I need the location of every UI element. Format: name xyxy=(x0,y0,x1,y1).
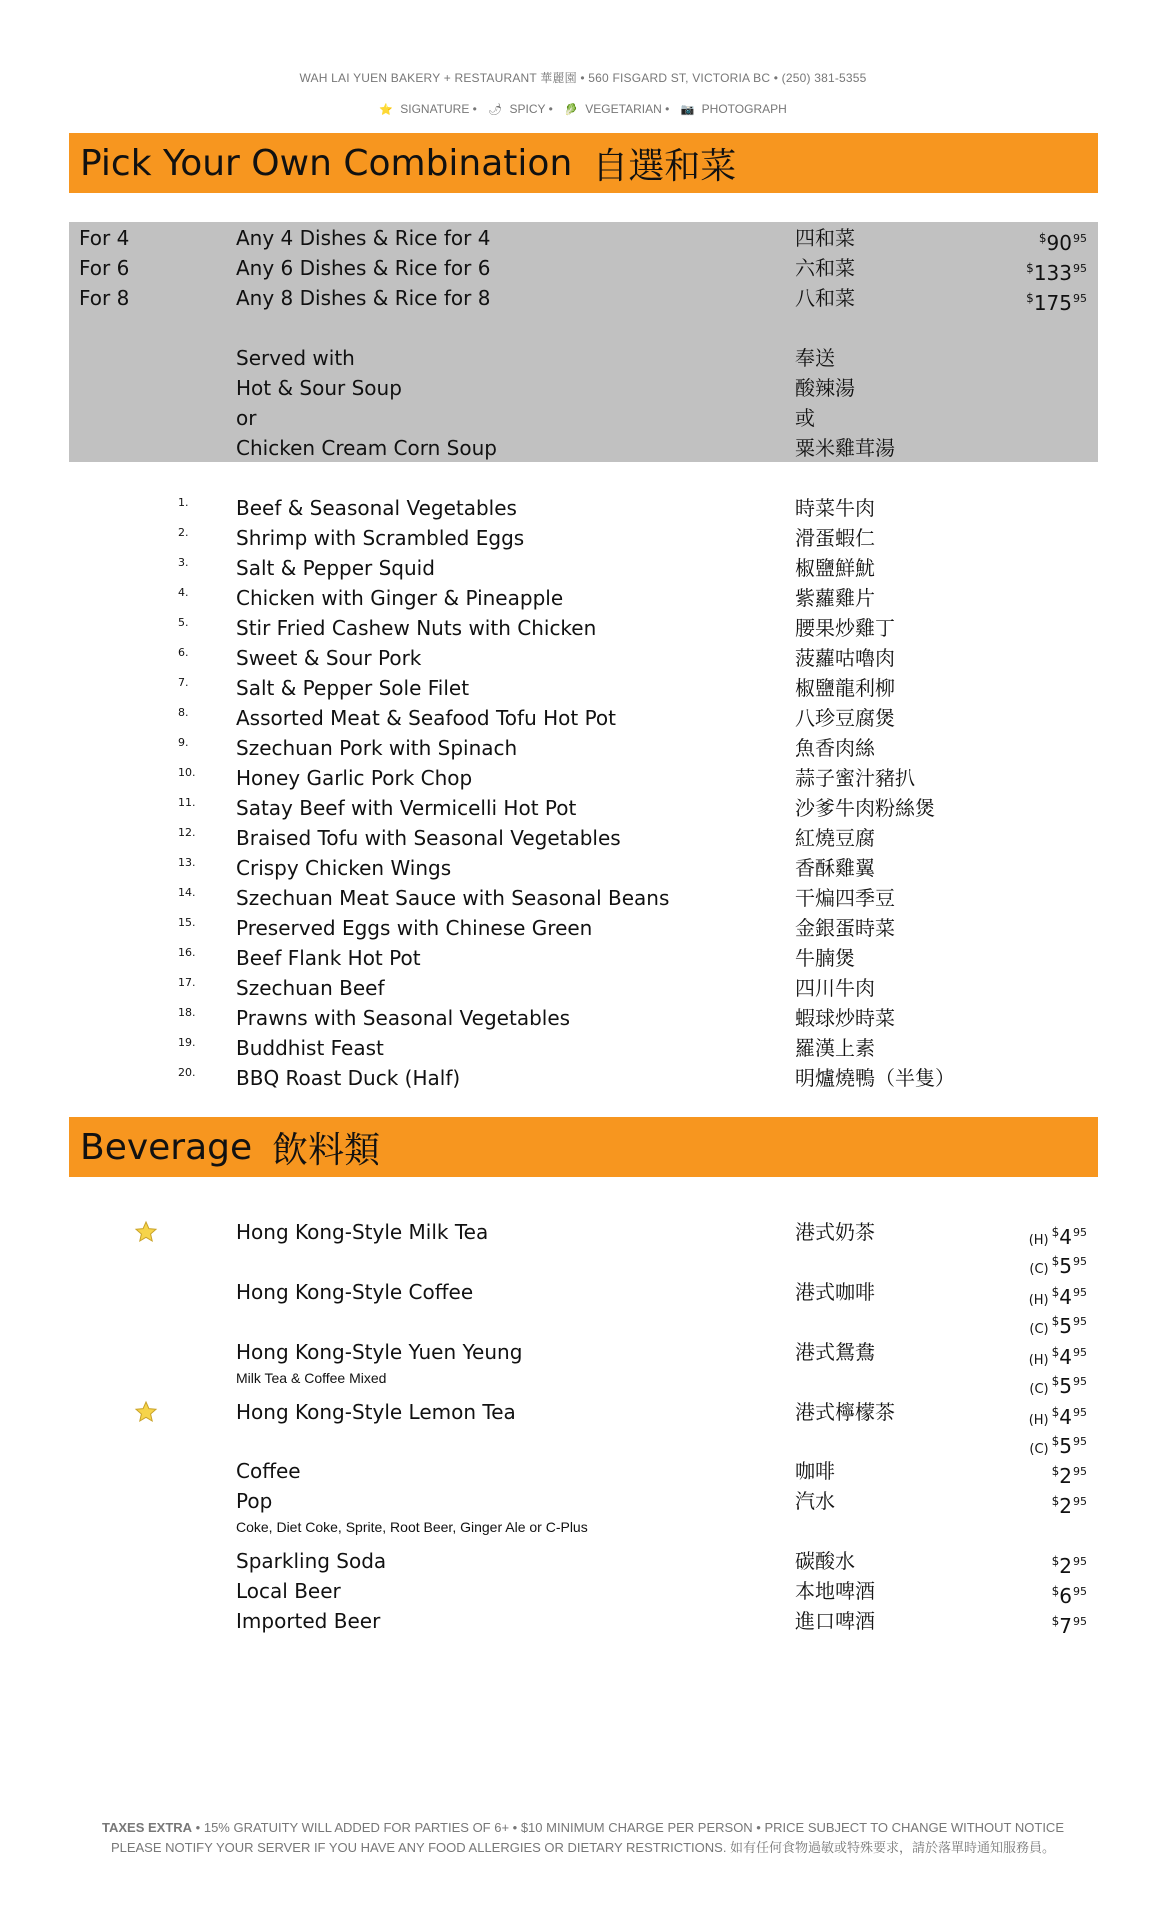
dish-row xyxy=(0,764,1166,792)
dish-row xyxy=(0,1004,1166,1032)
footer-notice-line-1: TAXES EXTRA • 15% GRATUITY WILL ADDED FOR PARTIES OF 6+ • $10 MINIMUM CHARGE PER PERSON • PRICE SUBJECT TO CHANGE WITHOUT NOTICE xyxy=(102,1820,1064,1835)
dish-name-zh: 干煸四季豆 xyxy=(795,886,895,910)
dish-row xyxy=(0,944,1166,972)
price-dollars: 7 xyxy=(1059,1614,1072,1638)
dish-name-zh: 四川牛肉 xyxy=(795,976,875,1000)
served-with-text-zh: 酸辣湯 xyxy=(795,376,855,400)
dish-row xyxy=(0,1064,1166,1092)
currency-symbol: $ xyxy=(1051,1314,1060,1328)
dish-name: Beef & Seasonal Vegetables xyxy=(236,496,517,520)
legend-vegetarian: 🥬 VEGETARIAN • xyxy=(564,102,670,116)
currency-symbol: $ xyxy=(1051,1614,1060,1628)
taxes-extra-label: TAXES EXTRA xyxy=(102,1820,193,1835)
signature-star-icon xyxy=(134,1400,158,1424)
currency-symbol: $ xyxy=(1051,1584,1060,1598)
beverage-row xyxy=(0,1218,1166,1278)
price-size-tag: (C) xyxy=(1029,1322,1049,1337)
beverage-name-zh: 港式鴛鴦 xyxy=(795,1340,875,1364)
served-with-text: Hot & Sour Soup xyxy=(236,376,402,400)
beverage-name: Hong Kong-Style Yuen Yeung xyxy=(236,1340,523,1364)
served-with-row xyxy=(0,404,1166,432)
currency-symbol: $ xyxy=(1051,1494,1060,1508)
served-with-text: Served with xyxy=(236,346,355,370)
price-dollars: 90 xyxy=(1046,231,1072,255)
price-cents: 95 xyxy=(1073,1406,1087,1419)
dish-number: 8. xyxy=(178,706,189,719)
combo-option-row xyxy=(0,254,1166,285)
dish-name: Honey Garlic Pork Chop xyxy=(236,766,473,790)
currency-symbol: $ xyxy=(1051,1464,1060,1478)
beverage-price xyxy=(1052,1487,1088,1520)
price-cents: 95 xyxy=(1073,1555,1087,1568)
price-dollars: 4 xyxy=(1059,1405,1072,1429)
dish-number: 16. xyxy=(178,946,196,959)
beverage-name-zh: 港式奶茶 xyxy=(795,1220,875,1244)
dish-name: Prawns with Seasonal Vegetables xyxy=(236,1006,571,1030)
dish-row xyxy=(0,794,1166,822)
dish-row xyxy=(0,584,1166,612)
dish-number: 17. xyxy=(178,976,196,989)
price-cents: 95 xyxy=(1073,1435,1087,1448)
dish-name-zh: 沙爹牛肉粉絲煲 xyxy=(795,796,935,820)
dish-name-zh: 羅漢上素 xyxy=(795,1036,875,1060)
price-dollars: 4 xyxy=(1059,1345,1072,1369)
dish-number: 20. xyxy=(178,1066,196,1079)
price-dollars: 5 xyxy=(1059,1314,1072,1338)
beverage-name-zh: 港式咖啡 xyxy=(795,1280,875,1304)
combo-price xyxy=(1039,224,1088,257)
beverage-name-zh: 本地啤酒 xyxy=(795,1579,875,1603)
price-dollars: 4 xyxy=(1059,1285,1072,1309)
served-with-row xyxy=(0,344,1166,372)
dish-name-zh: 香酥雞翼 xyxy=(795,856,875,880)
price-dollars: 6 xyxy=(1059,1584,1072,1608)
combo-description-zh: 四和菜 xyxy=(795,226,855,250)
dish-number: 7. xyxy=(178,676,189,689)
legend-signature: ⭐ SIGNATURE • xyxy=(379,102,477,116)
dish-name: BBQ Roast Duck (Half) xyxy=(236,1066,461,1090)
beverage-name: Hong Kong-Style Milk Tea xyxy=(236,1220,489,1244)
dish-name: Stir Fried Cashew Nuts with Chicken xyxy=(236,616,597,640)
dish-name-zh: 牛腩煲 xyxy=(795,946,855,970)
served-with-row xyxy=(0,434,1166,462)
price-size-tag: (C) xyxy=(1029,1262,1049,1277)
dish-number: 2. xyxy=(178,526,189,539)
served-with-row xyxy=(0,374,1166,402)
currency-symbol: $ xyxy=(1051,1254,1060,1268)
dish-name: Szechuan Meat Sauce with Seasonal Beans xyxy=(236,886,670,910)
price-cents: 95 xyxy=(1073,1315,1087,1328)
served-with-text-zh: 粟米雞茸湯 xyxy=(795,436,895,460)
combo-section-banner xyxy=(69,133,1098,193)
dish-name: Preserved Eggs with Chinese Green xyxy=(236,916,593,940)
dish-name: Braised Tofu with Seasonal Vegetables xyxy=(236,826,621,850)
combo-party-size: For 6 xyxy=(79,256,130,280)
dish-row xyxy=(0,914,1166,942)
dish-name-zh: 時菜牛肉 xyxy=(795,496,875,520)
dish-number: 5. xyxy=(178,616,189,629)
price-cents: 95 xyxy=(1073,1465,1087,1478)
dish-name-zh: 蒜子蜜汁豬扒 xyxy=(795,766,915,790)
combo-party-size: For 8 xyxy=(79,286,130,310)
beverage-section-banner xyxy=(69,1117,1098,1177)
dish-number: 6. xyxy=(178,646,189,659)
combo-price xyxy=(1026,284,1088,317)
beverage-name: Hong Kong-Style Lemon Tea xyxy=(236,1400,516,1424)
combo-option-row xyxy=(0,284,1166,315)
beverage-name: Pop xyxy=(236,1489,273,1513)
beverage-price xyxy=(1052,1607,1088,1640)
price-cents: 95 xyxy=(1073,1375,1087,1388)
beverage-name: Hong Kong-Style Coffee xyxy=(236,1280,474,1304)
beverage-name-zh: 碳酸水 xyxy=(795,1549,855,1573)
price-dollars: 2 xyxy=(1059,1464,1072,1488)
dish-number: 12. xyxy=(178,826,196,839)
beverage-price xyxy=(1052,1577,1088,1610)
dish-row xyxy=(0,524,1166,552)
currency-symbol: $ xyxy=(1026,261,1034,275)
beverage-name-zh: 港式檸檬茶 xyxy=(795,1400,895,1424)
dish-row xyxy=(0,884,1166,912)
dish-name: Buddhist Feast xyxy=(236,1036,384,1060)
legend-line xyxy=(0,102,1166,116)
served-with-text-zh: 或 xyxy=(795,406,815,430)
dish-name-zh: 八珍豆腐煲 xyxy=(795,706,895,730)
dish-number: 9. xyxy=(178,736,189,749)
dish-number: 13. xyxy=(178,856,196,869)
beverage-row xyxy=(0,1278,1166,1338)
price-cents: 95 xyxy=(1073,1495,1087,1508)
beverage-price xyxy=(1052,1547,1088,1580)
combo-party-size: For 4 xyxy=(79,226,130,250)
dish-row xyxy=(0,494,1166,522)
dish-name-zh: 腰果炒雞丁 xyxy=(795,616,895,640)
beverage-section-title-zh: 飲料類 xyxy=(272,1129,381,1171)
currency-symbol: $ xyxy=(1051,1434,1060,1448)
price-size-tag: (H) xyxy=(1028,1353,1049,1368)
dish-name: Crispy Chicken Wings xyxy=(236,856,452,880)
dish-row xyxy=(0,644,1166,672)
dish-row xyxy=(0,1034,1166,1062)
price-size-tag: (H) xyxy=(1028,1293,1049,1308)
beverage-name: Sparkling Soda xyxy=(236,1549,387,1573)
dish-name: Salt & Pepper Squid xyxy=(236,556,435,580)
currency-symbol: $ xyxy=(1051,1374,1060,1388)
price-dollars: 133 xyxy=(1033,261,1072,285)
price-size-tag: (H) xyxy=(1028,1233,1049,1248)
dish-name-zh: 椒鹽龍利柳 xyxy=(795,676,895,700)
beverage-row xyxy=(0,1577,1166,1608)
price-cents: 95 xyxy=(1073,232,1087,245)
dish-name: Salt & Pepper Sole Filet xyxy=(236,676,470,700)
beverage-price xyxy=(1052,1457,1088,1490)
camera-icon: 📷 xyxy=(680,104,695,116)
legend-photograph: 📷 PHOTOGRAPH xyxy=(680,102,787,116)
dish-name-zh: 菠蘿咕嚕肉 xyxy=(795,646,895,670)
currency-symbol: $ xyxy=(1051,1285,1060,1299)
dish-name-zh: 明爐燒鴨（半隻） xyxy=(795,1066,955,1090)
dish-number: 15. xyxy=(178,916,196,929)
price-cents: 95 xyxy=(1073,1346,1087,1359)
dish-name-zh: 蝦球炒時菜 xyxy=(795,1006,895,1030)
dish-name-zh: 紫蘿雞片 xyxy=(795,586,875,610)
dish-row xyxy=(0,854,1166,882)
served-with-text-zh: 奉送 xyxy=(795,346,835,370)
restaurant-contact-line: WAH LAI YUEN BAKERY + RESTAURANT 華麗園 • 560 FISGARD ST, VICTORIA BC • (250) 381-5355 xyxy=(299,71,867,85)
dish-number: 19. xyxy=(178,1036,196,1049)
dish-name: Shrimp with Scrambled Eggs xyxy=(236,526,525,550)
dish-name: Beef Flank Hot Pot xyxy=(236,946,421,970)
combo-description: Any 8 Dishes & Rice for 8 xyxy=(236,286,491,310)
dish-number: 18. xyxy=(178,1006,196,1019)
price-dollars: 5 xyxy=(1059,1434,1072,1458)
chili-icon: 🌶 xyxy=(488,104,503,116)
price-dollars: 4 xyxy=(1059,1225,1072,1249)
beverage-section-title: Beverage xyxy=(80,1126,253,1168)
currency-symbol: $ xyxy=(1051,1345,1060,1359)
price-dollars: 2 xyxy=(1059,1494,1072,1518)
dish-name-zh: 金銀蛋時菜 xyxy=(795,916,895,940)
price-cents: 95 xyxy=(1073,262,1087,275)
beverage-name-zh: 進口啤酒 xyxy=(795,1609,875,1633)
dish-number: 4. xyxy=(178,586,189,599)
price-dollars: 2 xyxy=(1059,1554,1072,1578)
star-icon: ⭐ xyxy=(379,104,393,116)
combo-price xyxy=(1026,254,1088,287)
combo-section-title: Pick Your Own Combination xyxy=(80,142,573,184)
dish-name: Sweet & Sour Pork xyxy=(236,646,422,670)
price-cents: 95 xyxy=(1073,1255,1087,1268)
currency-symbol: $ xyxy=(1051,1225,1060,1239)
price-cents: 95 xyxy=(1073,292,1087,305)
beverage-row xyxy=(0,1607,1166,1638)
price-cents: 95 xyxy=(1073,1286,1087,1299)
dish-row xyxy=(0,734,1166,762)
price-size-tag: (H) xyxy=(1028,1413,1049,1428)
dish-name: Chicken with Ginger & Pineapple xyxy=(236,586,564,610)
signature-star-icon xyxy=(134,1220,158,1244)
currency-symbol: $ xyxy=(1051,1554,1060,1568)
beverage-row xyxy=(0,1547,1166,1578)
price-cents: 95 xyxy=(1073,1585,1087,1598)
legend-spicy: 🌶 SPICY • xyxy=(488,102,553,116)
combo-description: Any 4 Dishes & Rice for 4 xyxy=(236,226,491,250)
beverage-name-zh: 咖啡 xyxy=(795,1459,835,1483)
beverage-name: Imported Beer xyxy=(236,1609,381,1633)
currency-symbol: $ xyxy=(1038,231,1047,245)
beverage-note: Coke, Diet Coke, Sprite, Root Beer, Ginger Ale or C-Plus xyxy=(236,1519,588,1535)
beverage-name-zh: 汽水 xyxy=(795,1489,835,1513)
dish-row xyxy=(0,974,1166,1002)
dish-row xyxy=(0,674,1166,702)
beverage-row xyxy=(0,1457,1166,1488)
dish-name: Szechuan Beef xyxy=(236,976,385,1000)
dish-name-zh: 魚香肉絲 xyxy=(795,736,875,760)
combo-option-row xyxy=(0,224,1166,255)
price-dollars: 5 xyxy=(1059,1254,1072,1278)
dish-name-zh: 滑蛋蝦仁 xyxy=(795,526,875,550)
beverage-note: Milk Tea & Coffee Mixed xyxy=(236,1370,387,1386)
dish-name-zh: 紅燒豆腐 xyxy=(795,826,875,850)
dish-name: Assorted Meat & Seafood Tofu Hot Pot xyxy=(236,706,616,730)
price-cents: 95 xyxy=(1073,1615,1087,1628)
dish-number: 14. xyxy=(178,886,196,899)
price-dollars: 175 xyxy=(1033,291,1072,315)
combo-section-title-zh: 自選和菜 xyxy=(592,145,737,187)
currency-symbol: $ xyxy=(1051,1405,1060,1419)
dish-number: 10. xyxy=(178,766,196,779)
beverage-row xyxy=(0,1398,1166,1458)
dish-number: 11. xyxy=(178,796,196,809)
footer-notice-line-2: PLEASE NOTIFY YOUR SERVER IF YOU HAVE ANY FOOD ALLERGIES OR DIETARY RESTRICTIONS. 如有任何食物過敏或特殊要求，請於落單時通知服務員。 xyxy=(110,1840,1056,1855)
price-dollars: 5 xyxy=(1059,1374,1072,1398)
dish-name-zh: 椒鹽鮮魷 xyxy=(795,556,875,580)
served-with-text: Chicken Cream Corn Soup xyxy=(236,436,497,460)
currency-symbol: $ xyxy=(1026,291,1034,305)
dish-row xyxy=(0,614,1166,642)
beverage-name: Coffee xyxy=(236,1459,301,1483)
combo-description-zh: 八和菜 xyxy=(795,286,855,310)
combo-description: Any 6 Dishes & Rice for 6 xyxy=(236,256,491,280)
dish-name: Szechuan Pork with Spinach xyxy=(236,736,518,760)
dish-row xyxy=(0,704,1166,732)
price-size-tag: (C) xyxy=(1029,1382,1049,1397)
beverage-name: Local Beer xyxy=(236,1579,341,1603)
price-size-tag: (C) xyxy=(1029,1442,1049,1457)
price-cents: 95 xyxy=(1073,1226,1087,1239)
dish-row xyxy=(0,554,1166,582)
dish-row xyxy=(0,824,1166,852)
dish-number: 3. xyxy=(178,556,189,569)
dish-number: 1. xyxy=(178,496,189,509)
beverage-row xyxy=(0,1487,1166,1518)
dish-name: Satay Beef with Vermicelli Hot Pot xyxy=(236,796,577,820)
served-with-text: or xyxy=(236,406,257,430)
leaf-icon: 🥬 xyxy=(564,104,578,116)
combo-description-zh: 六和菜 xyxy=(795,256,855,280)
